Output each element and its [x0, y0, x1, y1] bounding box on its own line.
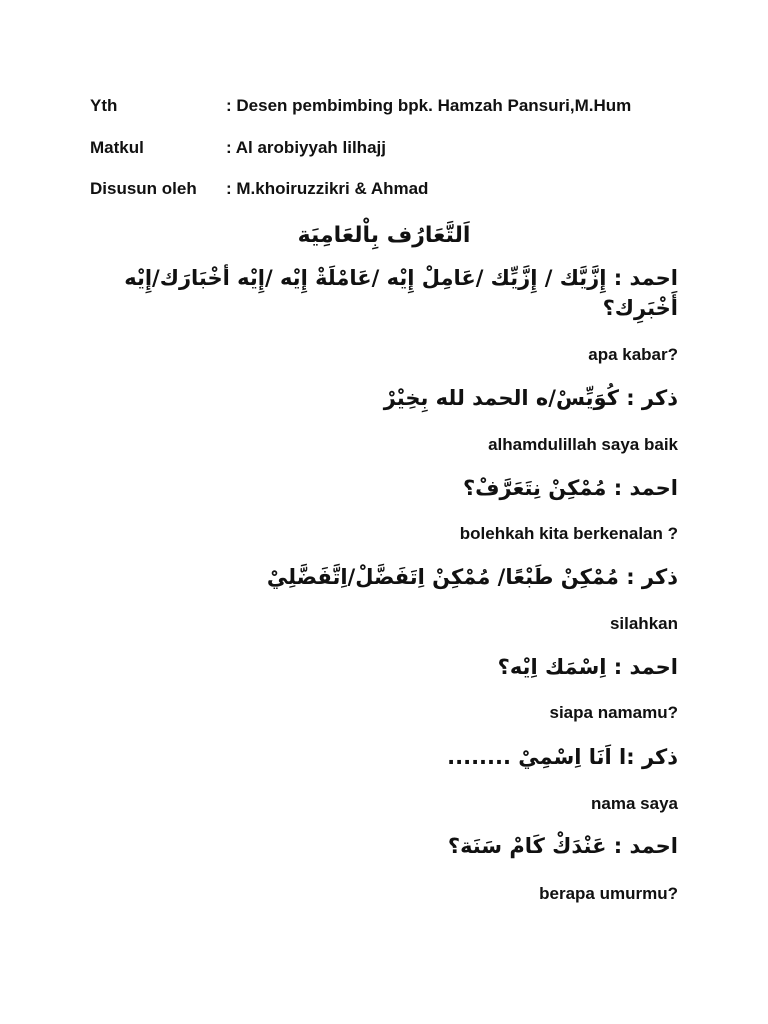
- header-label: Matkul: [90, 138, 144, 157]
- header-row-matkul: [90, 136, 690, 160]
- header-label: Yth: [90, 96, 118, 115]
- header-value: : Al arobiyyah lilhajj: [226, 138, 386, 157]
- dialogue-translation: nama saya: [591, 794, 678, 813]
- dialogue-arabic-line: احمد : إِزَّيَّك / إِزَّيِّك /عَامِلْ إِيْه /عَامْلَةْ إِيْه /إِيْه أخْبَارَك/إِيْه أَخْبَرِك؟: [124, 266, 678, 320]
- dialogue-arabic-line: ذكر : كُوَيِّسْ/ه الحمد لله بِخِيْرْ: [383, 386, 678, 410]
- dialogue-translation: bolehkah kita berkenalan ?: [459, 524, 678, 543]
- header-value: : Desen pembimbing bpk. Hamzah Pansuri,M.Hum: [226, 96, 632, 115]
- dialogue-arabic-line: ذكر : مُمْكِنْ طَبْعًا/ مُمْكِنْ اِتَفَضَّلْ/اِتَّفَضَّلِيْ: [266, 565, 678, 589]
- dialogue-arabic-line: احمد : عَنْدَكْ كَامْ سَنَة؟: [447, 834, 678, 858]
- dialogue-translation: berapa umurmu?: [539, 884, 678, 903]
- dialogue-arabic-line: احمد : اِسْمَك اِيْه؟: [497, 655, 678, 679]
- dialogue-arabic-line: احمد : مُمْكِنْ نِتَعَرَّفْ؟: [462, 476, 678, 500]
- header-label: Disusun oleh: [90, 179, 197, 198]
- header-row-disusun: [90, 177, 690, 201]
- document-title: اَلتَّعَارُف بِاْلعَامِيَة: [297, 223, 471, 248]
- header-row-yth: [90, 94, 690, 118]
- dialogue-translation: alhamdulillah saya baik: [488, 435, 678, 454]
- header-value: : M.khoiruzzikri & Ahmad: [226, 179, 429, 198]
- dialogue-translation: siapa namamu?: [549, 703, 678, 722]
- dialogue-translation: apa kabar?: [588, 345, 678, 364]
- dialogue-translation: silahkan: [609, 614, 678, 633]
- dialogue-arabic-line: ذكر :ا اَنَا اِسْمِيْ ........: [447, 745, 678, 769]
